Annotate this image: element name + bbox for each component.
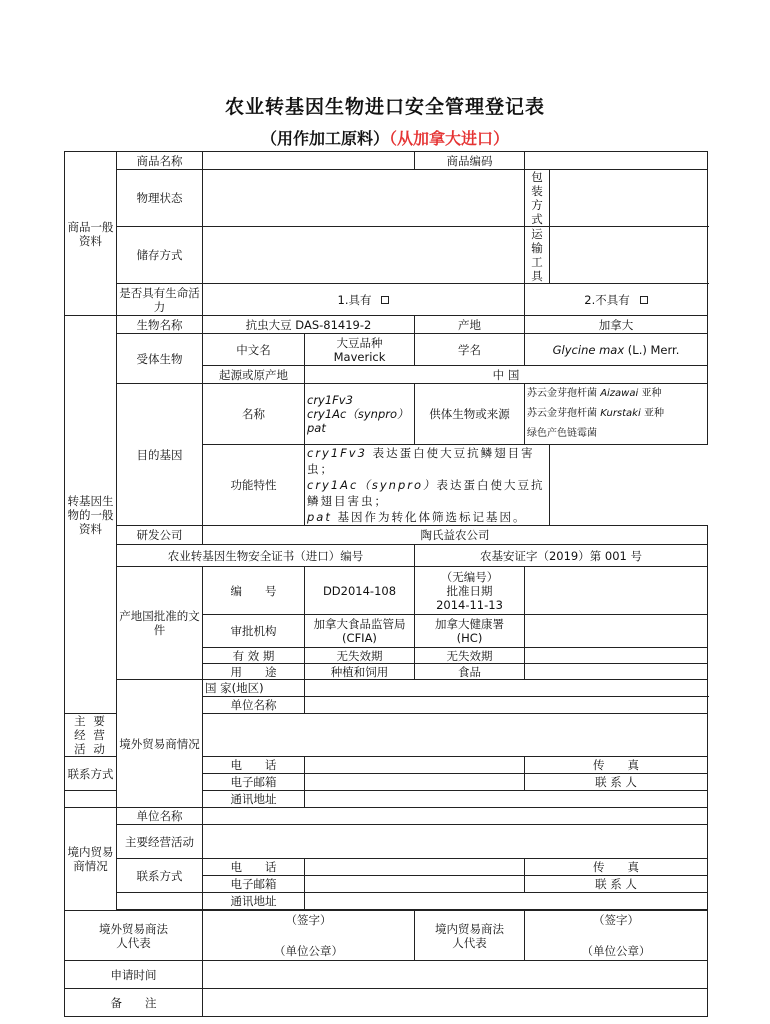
subtitle-origin: （从加拿大进口） [389, 129, 510, 148]
cn-name-line1: 大豆品种 [336, 335, 383, 350]
sci-name-italic: Glycine max [552, 342, 625, 357]
domestic-address-label: 通讯地址 [203, 893, 305, 910]
function-label: 功能特性 [203, 445, 305, 526]
packaging-value[interactable] [550, 170, 708, 227]
domestic-phone-label: 电 话 [203, 859, 305, 876]
section-goods: 商品一般资料 [65, 152, 117, 316]
foreign-email-label: 电子邮箱 [203, 774, 305, 791]
doc-number-1: DD2014-108 [305, 567, 415, 615]
origin-value: 加拿大 [525, 316, 708, 334]
sci-name-value [525, 334, 708, 366]
use-3[interactable] [525, 664, 708, 680]
donor-2-text: 苏云金芽孢杆菌 [527, 408, 601, 419]
registration-form [64, 151, 708, 1017]
cn-name-label: 中文名 [203, 334, 305, 366]
option-yes-label: 1.具有 [337, 292, 372, 307]
gene-name-label: 名称 [203, 384, 305, 445]
donor-1-suffix: 亚种 [638, 388, 662, 399]
section-domestic-trader: 境内贸易商情况 [65, 808, 117, 911]
cn-name-value [305, 334, 415, 366]
foreign-address-label: 通讯地址 [203, 791, 305, 808]
bio-name-value: 抗虫大豆 DAS-81419-2 [203, 316, 415, 334]
donor-2-suffix: 亚种 [640, 408, 664, 419]
transport-label: 运输工具 [525, 227, 550, 284]
domestic-rep-text: 境内贸易商法人代表 [435, 921, 504, 950]
foreign-rep-text: 境外贸易商法人代表 [99, 921, 168, 950]
agency-2-name: 加拿大健康署 [435, 617, 504, 631]
viability-option-no[interactable] [525, 284, 708, 316]
foreign-phone-label: 电 话 [203, 757, 305, 774]
goods-name-label: 商品名称 [117, 152, 203, 170]
domestic-person-label: 联 系 人 [525, 876, 708, 893]
donor-value [525, 384, 708, 445]
company-label: 研发公司 [117, 526, 203, 545]
domestic-unit-value[interactable] [203, 808, 708, 825]
certificate-label: 农业转基因生物安全证书（进口）编号 [117, 545, 415, 567]
source-label: 起源或原产地 [203, 366, 305, 384]
foreign-signature-label: （签字） [285, 913, 332, 927]
viability-label: 是否具有生命活力 [117, 284, 203, 316]
donor-label: 供体生物或来源 [415, 384, 525, 445]
packaging-label: 包装方式 [525, 170, 550, 227]
viability-option-yes[interactable] [203, 284, 525, 316]
doc-approval-date: 2014-11-13 [436, 597, 503, 612]
subtitle-purpose: （用作加工原料） [260, 129, 389, 148]
goods-code-value[interactable] [525, 152, 708, 170]
cn-name-line2: Maverick [333, 349, 386, 364]
donor-1-subsp: Aizawai [600, 388, 639, 399]
checkbox-yes-icon[interactable] [381, 296, 389, 304]
goods-name-value[interactable] [203, 152, 415, 170]
func-1-text: 表达蛋白使大豆抗鳞翅目害虫； [307, 446, 535, 476]
use-2: 食品 [415, 664, 525, 680]
gene-1: cry1Fv3 [307, 393, 353, 407]
domestic-contact-label: 联系方式 [117, 859, 203, 893]
func-2-gene: cry1Ac（synpro） [307, 478, 437, 492]
use-label: 用 途 [203, 664, 305, 680]
section-gmo: 转基因生物的一般资料 [65, 316, 117, 714]
remarks-label: 备 注 [65, 989, 203, 1017]
use-1: 种植和饲用 [305, 664, 415, 680]
company-value: 陶氏益农公司 [203, 526, 708, 545]
page-subtitle [0, 126, 770, 149]
agency-1-name: 加拿大食品监管局 [313, 617, 406, 631]
foreign-seal-label: （单位公章） [274, 944, 343, 958]
agency-label: 审批机构 [203, 615, 305, 648]
donor-1-text: 苏云金芽孢杆菌 [527, 388, 601, 399]
remarks-value[interactable] [203, 989, 708, 1017]
domestic-signature-label: （签字） [593, 913, 639, 927]
domestic-fax-label: 传 真 [525, 859, 708, 876]
donor-3-text: 绿色产色链霉菌 [527, 428, 597, 439]
agency-2 [415, 615, 525, 648]
donor-2-subsp: Kurstaki [600, 408, 641, 419]
domestic-unit-label: 单位名称 [117, 808, 203, 825]
doc-number-2-none: （无编号） [440, 569, 499, 584]
certificate-value: 农基安证字（2019）第 001 号 [415, 545, 708, 567]
foreign-phone-value[interactable] [305, 757, 525, 774]
domestic-rep-label [415, 911, 525, 961]
func-3-gene: pat [307, 510, 332, 524]
domestic-seal-label: （单位公章） [581, 944, 651, 958]
physical-state-value[interactable] [203, 170, 525, 227]
storage-value[interactable] [203, 227, 525, 284]
domestic-email-value[interactable] [305, 876, 525, 893]
target-gene-label: 目的基因 [117, 384, 203, 526]
foreign-address-value[interactable] [305, 791, 708, 808]
approval-docs-label: 产地国批准的文件 [117, 567, 203, 680]
foreign-contact-label: 联系方式 [65, 757, 117, 791]
apply-time-value[interactable] [203, 961, 708, 989]
foreign-unit-label: 单位名称 [203, 697, 305, 714]
option-no-label: 2.不具有 [584, 292, 630, 307]
sci-name-label: 学名 [415, 334, 525, 366]
doc-number-label: 编 号 [203, 567, 305, 615]
doc-number-2 [415, 567, 525, 615]
doc-approval-date-label: 批准日期 [446, 583, 493, 598]
transport-value[interactable] [550, 227, 708, 284]
goods-code-label: 商品编码 [415, 152, 525, 170]
page-title: 农业转基因生物进口安全管理登记表 [224, 96, 545, 118]
function-value [305, 445, 550, 526]
domestic-phone-value[interactable] [305, 859, 525, 876]
gene-names [305, 384, 415, 445]
func-1-gene: cry1Fv3 [307, 446, 367, 460]
domestic-rep-sign[interactable] [525, 911, 708, 961]
foreign-fax-label: 传 真 [525, 757, 708, 774]
domestic-business-label: 主要经营活动 [117, 825, 203, 859]
agency-3[interactable] [525, 615, 708, 648]
section-foreign-trader: 境外贸易商情况 [117, 680, 203, 808]
domestic-address-value[interactable] [305, 893, 708, 910]
foreign-person-label: 联 系 人 [525, 774, 708, 791]
agency-1-abbr: (CFIA) [342, 631, 377, 645]
storage-label: 储存方式 [117, 227, 203, 284]
agency-1 [305, 615, 415, 648]
foreign-rep-sign[interactable] [203, 911, 415, 961]
gene-2: cry1Ac（synpro） [307, 407, 409, 421]
agency-2-abbr: (HC) [456, 631, 483, 645]
validity-3[interactable] [525, 648, 708, 664]
domestic-business-value[interactable] [203, 825, 708, 859]
country-label: 国 家(地区) [203, 680, 305, 697]
bio-name-label: 生物名称 [117, 316, 203, 334]
domestic-email-label: 电子邮箱 [203, 876, 305, 893]
validity-label: 有 效 期 [203, 648, 305, 664]
foreign-unit-value[interactable] [305, 697, 708, 714]
country-value[interactable] [305, 680, 708, 697]
sci-name-rest: (L.) Merr. [624, 342, 680, 357]
foreign-rep-label [65, 911, 203, 961]
checkbox-no-icon[interactable] [640, 296, 648, 304]
gene-3: pat [307, 421, 326, 435]
foreign-business-value[interactable] [203, 714, 708, 757]
origin-label: 产地 [415, 316, 525, 334]
apply-time-label: 申请时间 [65, 961, 203, 989]
validity-2: 无失效期 [415, 648, 525, 664]
doc-number-3[interactable] [525, 567, 708, 615]
physical-state-label: 物理状态 [117, 170, 203, 227]
source-value: 中 国 [305, 366, 708, 384]
func-2-text: 表达蛋白使大豆抗鳞翅目害虫； [307, 478, 545, 508]
validity-1: 无失效期 [305, 648, 415, 664]
recipient-label: 受体生物 [117, 334, 203, 384]
foreign-email-value[interactable] [305, 774, 525, 791]
func-3-text: 基因作为转化体筛选标记基因。 [331, 510, 527, 524]
foreign-business-label: 主 要 经 营 活 动 [65, 714, 117, 757]
